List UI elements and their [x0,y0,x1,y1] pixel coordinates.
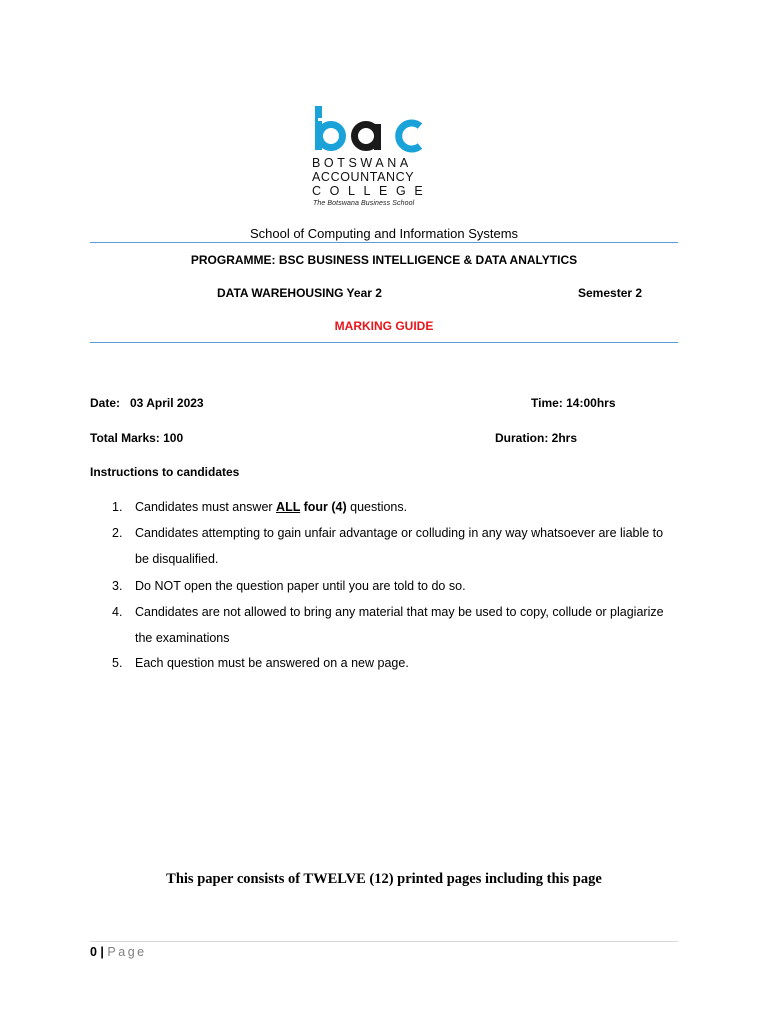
exam-date: Date: 03 April 2023 [90,396,204,410]
page-footer [90,945,147,959]
instruction-emphasis-all: ALL [276,500,301,514]
instructions-heading: Instructions to candidates [90,465,240,479]
bac-logo-mark [312,104,424,154]
instruction-number: 3. [112,579,123,593]
instruction-number: 2. [112,526,123,540]
instruction-text: Do NOT open the question paper until you are told to do so. [135,579,466,593]
marking-guide-title: MARKING GUIDE [334,319,434,333]
programme-title: PROGRAMME: BSC BUSINESS INTELLIGENCE & DATA ANALYTICS [190,253,578,267]
instruction-number: 1. [112,500,123,514]
school-name: School of Computing and Information Systems [249,226,519,241]
header-rule-top [90,242,678,243]
instruction-text-part: questions. [346,500,408,514]
header-rule-bottom [90,342,678,343]
total-marks: Total Marks: 100 [90,431,184,445]
semester-label: Semester 2 [578,286,643,300]
footer-separator: | [96,945,108,959]
instruction-text: Candidates attempting to gain unfair advantage or colluding in any way whatsoever are liable to be disqualified. [135,526,664,566]
footer-rule [90,941,678,942]
instruction-number: 5. [112,656,123,670]
college-logo [312,104,432,210]
logo-line-accountancy: ACCOUNTANCY [312,170,415,184]
logo-tagline: The Botswana Business School [313,200,415,207]
course-title: DATA WAREHOUSING Year 2 [217,286,382,300]
instruction-number: 4. [112,605,123,619]
instruction-text: Each question must be answered on a new page. [135,656,409,670]
instruction-text-part: Candidates must answer [135,500,277,514]
exam-time: Time: 14:00hrs [531,396,616,410]
page-number: 0 [90,945,97,959]
logo-line-botswana: BOTSWANA [312,156,412,170]
page-count-note: This paper consists of TWELVE (12) printed pages including this page [166,871,602,887]
instruction-text [135,494,680,520]
instruction-emphasis-count: four (4) [300,500,347,514]
logo-line-college: COLLEGE [312,184,432,198]
page-label: Page [107,945,147,959]
instruction-text: Candidates are not allowed to bring any material that may be used to copy, collude or plagiarize the examinations [135,605,664,645]
exam-duration: Duration: 2hrs [495,431,578,445]
